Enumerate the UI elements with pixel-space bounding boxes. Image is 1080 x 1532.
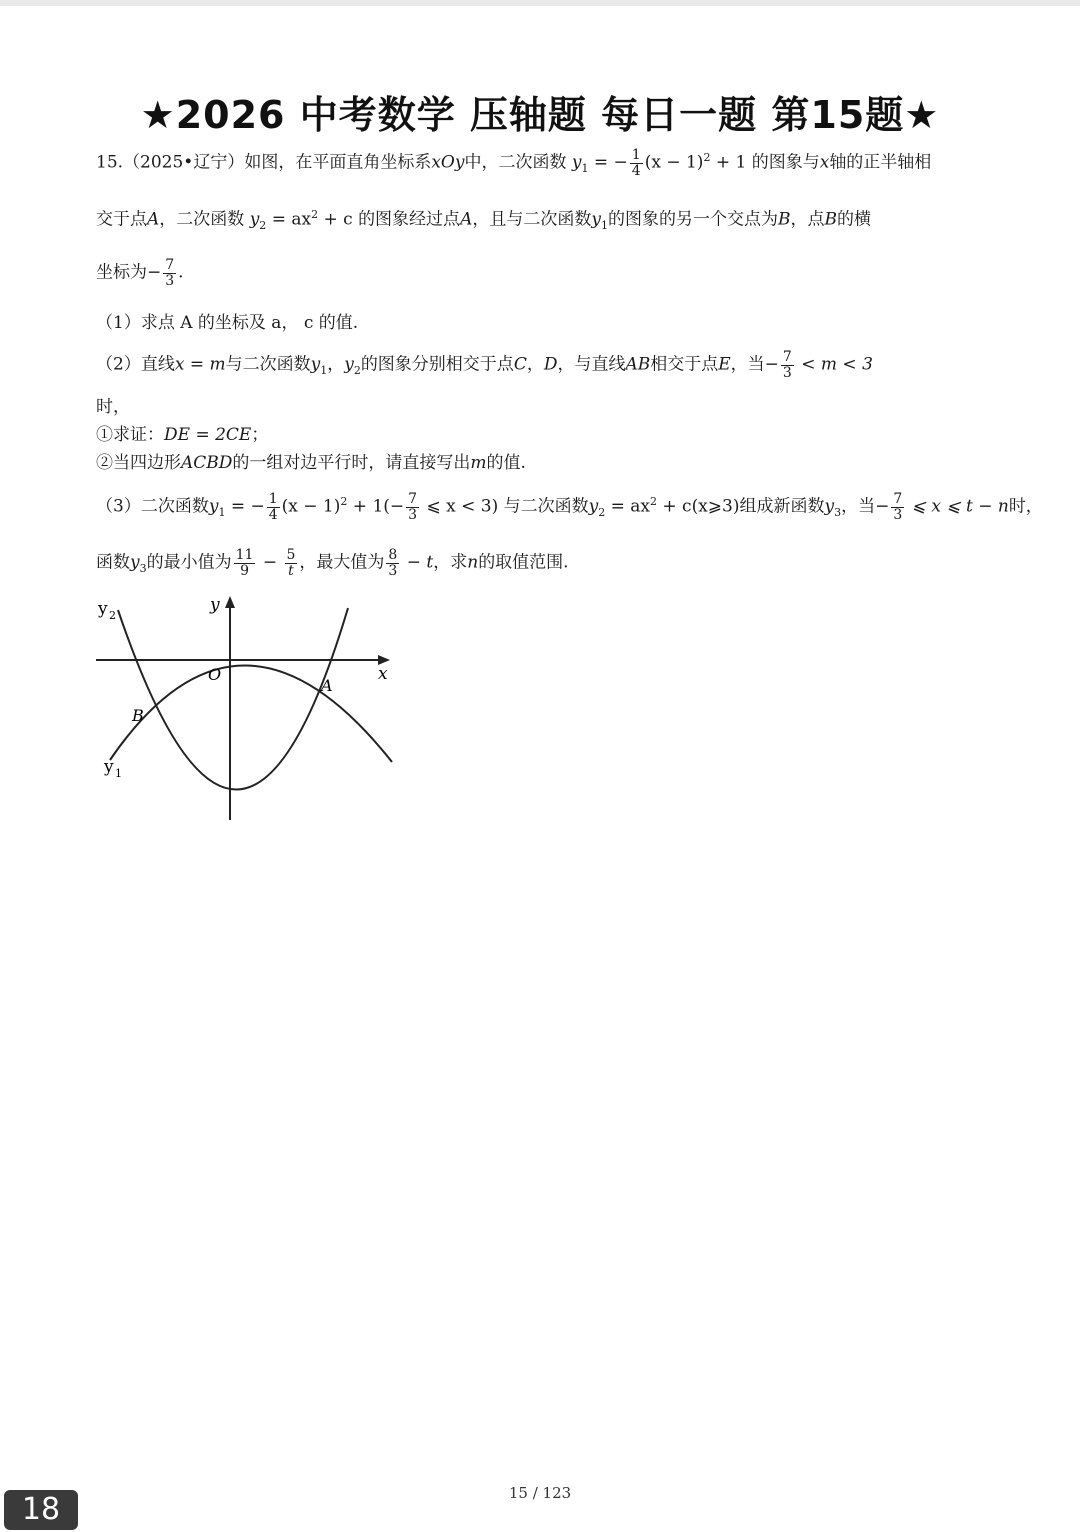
label-y1-sub: 1: [115, 767, 122, 780]
label-y: y: [210, 595, 220, 615]
fraction-5-t: $\frac{5}{t}$: [286, 547, 296, 579]
label-x: x: [378, 664, 388, 684]
fraction-7-3: $\frac{7}{3}$: [165, 257, 175, 289]
label-origin: O: [208, 665, 222, 684]
curve-y2: [118, 608, 348, 790]
fraction-7-3: $\frac{7}{3}$: [782, 349, 792, 381]
fraction-1-4: $\frac{1}{4}$: [631, 147, 641, 179]
y-axis-arrow-icon: [225, 596, 235, 608]
part-3: （3）二次函数$y_1$ = − $\frac{1}{4}$ $(x - 1)^2 + 1(-$ $\frac{7}{3}$ ⩽ x < 3) 与二次函数$y_2 = ax^2$ + c(x⩾3)组成新函数$y_3$，当− $\frac{7}{3}$ ⩽ x ⩽ t − n时，: [96, 491, 1043, 523]
page-top-edge: [0, 0, 1080, 6]
part-2-continued: 时，: [96, 397, 130, 417]
page-title: ★2026 中考数学 压轴题 每日一题 第15题★: [140, 93, 940, 137]
page-number: 15 / 123: [508, 1484, 572, 1502]
problem-line-2: 交于点A，二次函数 $y_2 = ax^2 + c$ 的图象经过点A，且与二次函数$y_1$的图象的另一个交点为B，点B的横: [96, 208, 871, 233]
sub-question-2: ②当四边形ACBD的一组对边平行时，请直接写出m的值.: [96, 453, 526, 473]
part-2: （2）直线x = m与二次函数$y_1$，$y_2$的图象分别相交于点C，D，与直线AB相交于点E，当− $\frac{7}{3}$ < m < 3: [96, 349, 873, 381]
part-1: （1）求点 A 的坐标及 a， c 的值.: [96, 313, 359, 333]
problem-line-1: 15.（2025•辽宁）如图，在平面直角坐标系xOy中，二次函数 $y_1$ = − $\frac{1}{4}$ $(x - 1)^2 + 1$ 的图象与x轴的正半轴相: [96, 147, 932, 179]
function-graph: [90, 590, 410, 830]
fraction-1-4: $\frac{1}{4}$: [268, 491, 278, 523]
fraction-7-3: $\frac{7}{3}$: [893, 491, 903, 523]
fraction-7-3: $\frac{7}{3}$: [408, 491, 418, 523]
label-y2: y: [98, 599, 108, 619]
part-3-continued: 函数$y_3$的最小值为 $\frac{11}{9}$ − $\frac{5}{t}$ ，最大值为 $\frac{8}{3}$ − t，求n的取值范围.: [96, 547, 569, 579]
fraction-11-9: $\frac{11}{9}$: [235, 547, 254, 579]
label-point-b: B: [132, 706, 144, 725]
fraction-8-3: $\frac{8}{3}$: [388, 547, 398, 579]
label-y1: y: [104, 757, 114, 777]
sub-question-1: ①求证：DE = 2CE；: [96, 425, 269, 445]
label-point-a: A: [321, 676, 333, 695]
page-badge: 18: [4, 1490, 78, 1530]
label-y2-sub: 2: [109, 609, 116, 622]
problem-line-3: 坐标为− $\frac{7}{3}$ .: [96, 257, 184, 289]
curve-y1: [110, 665, 392, 762]
